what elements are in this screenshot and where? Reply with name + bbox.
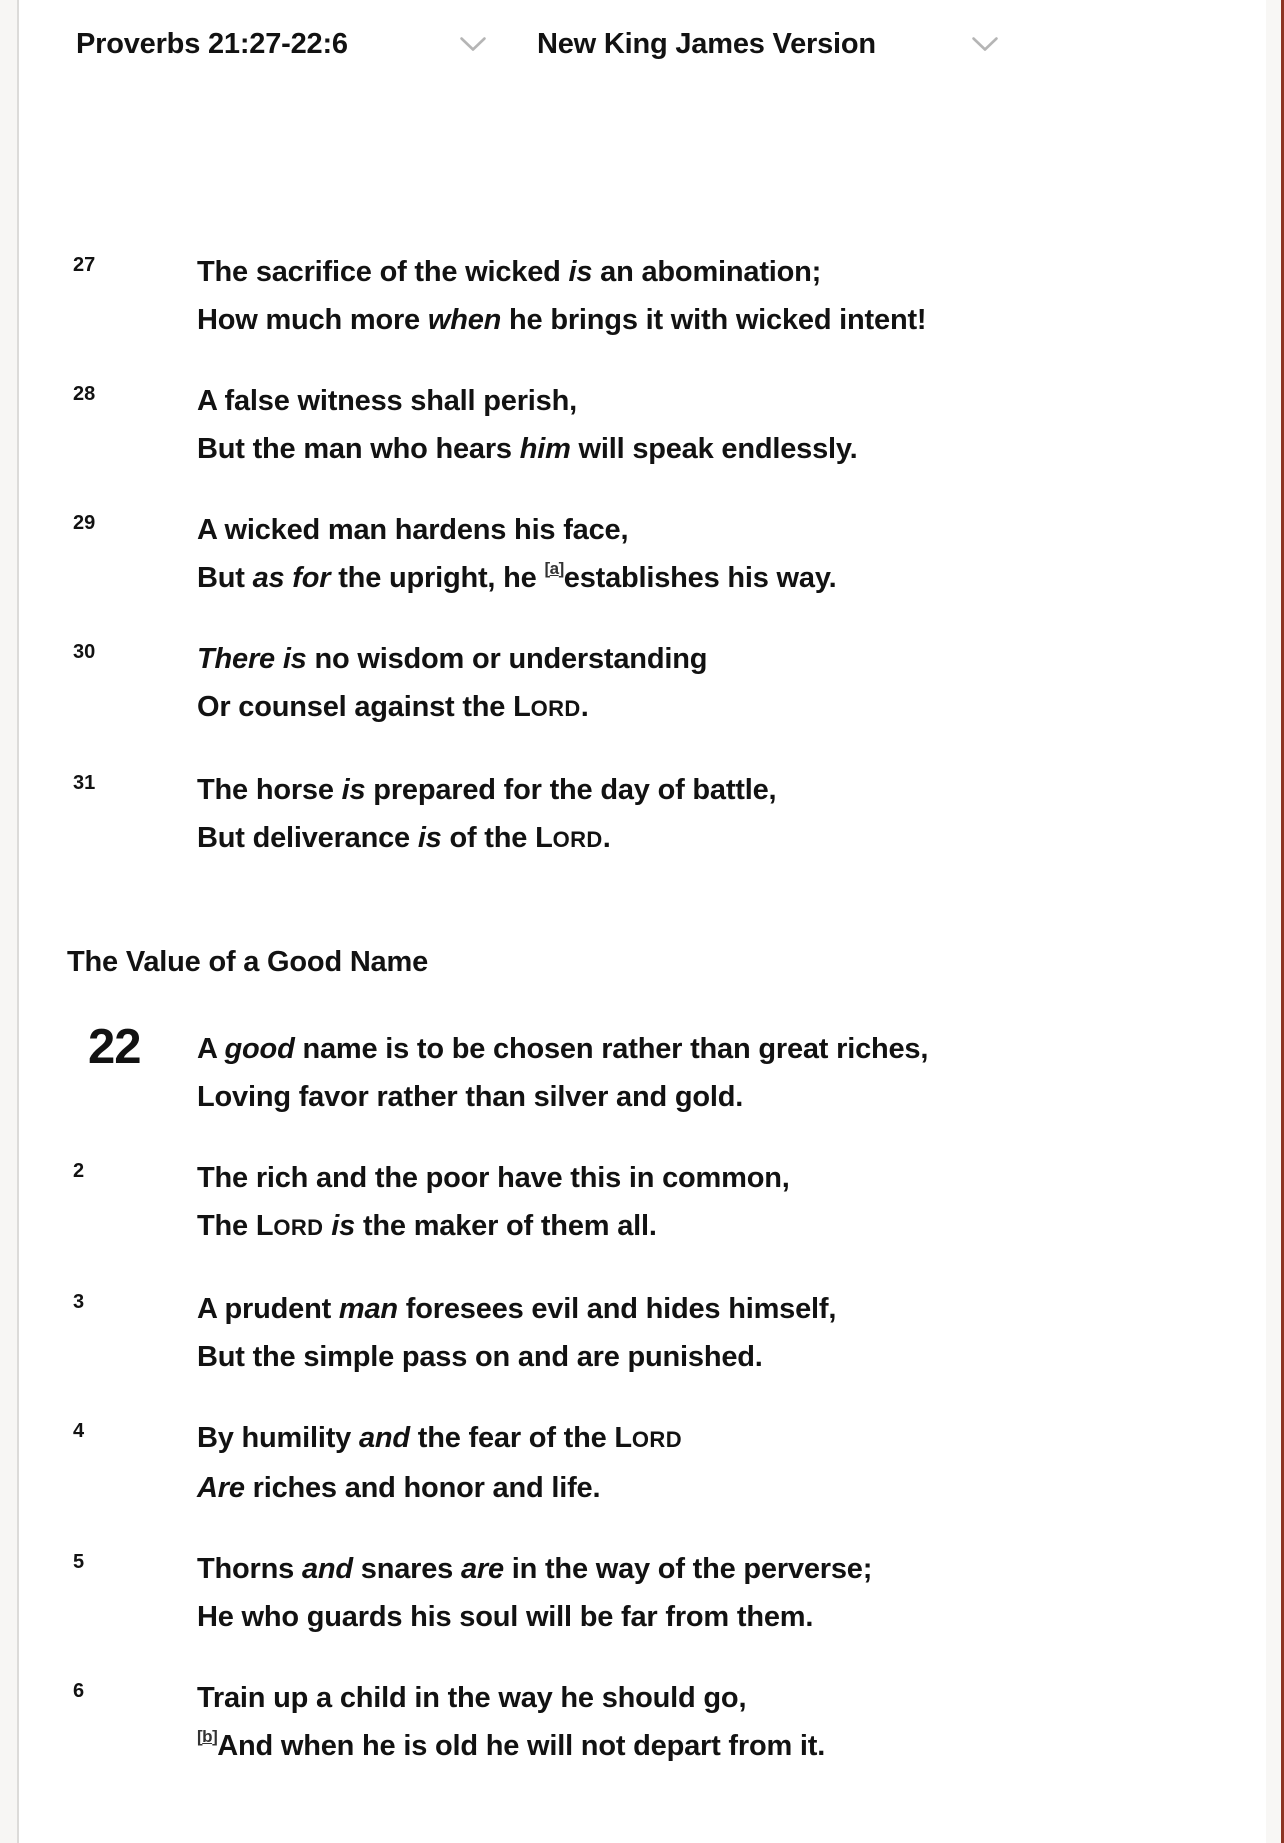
verse-number-column xyxy=(64,1285,197,1381)
verse-line xyxy=(197,1285,1214,1333)
verse-word: A prudent xyxy=(197,1293,339,1325)
verse-number: 29 xyxy=(73,512,96,534)
verse-word: an abomination; xyxy=(592,256,822,288)
passage-toolbar xyxy=(76,20,1244,68)
italic-word: and xyxy=(358,1422,410,1454)
verse-line xyxy=(197,425,1214,473)
verse-line xyxy=(197,814,1214,864)
version-name: New King James Version xyxy=(537,28,876,60)
italic-word: is xyxy=(417,822,442,854)
verse-22-1 xyxy=(64,1020,1214,1121)
verse-word: Loving favor rather than silver and gold. xyxy=(197,1081,744,1113)
verse-text xyxy=(197,1414,1214,1512)
verse-22-6 xyxy=(64,1674,1214,1770)
verse-word: By humility xyxy=(197,1422,359,1454)
verse-line xyxy=(197,1414,1214,1464)
verse-22-5 xyxy=(64,1545,1214,1641)
verse-word: A wicked man hardens his face, xyxy=(197,514,629,546)
verse-line xyxy=(197,683,1214,733)
verse-21-28 xyxy=(64,377,1214,473)
passage-body xyxy=(64,248,1214,1803)
verse-word: the upright, he xyxy=(330,562,545,594)
verse-number-column xyxy=(64,1020,197,1121)
verse-text xyxy=(197,377,1214,473)
footnote-link-b[interactable]: [b] xyxy=(197,1727,218,1747)
verse-text xyxy=(197,1285,1214,1381)
version-selector[interactable] xyxy=(537,20,999,68)
verse-word: in the way of the perverse; xyxy=(503,1553,873,1585)
verse-word: He who guards his soul will be far from them. xyxy=(197,1601,814,1633)
passage-selector[interactable] xyxy=(76,20,487,68)
verse-word: The horse xyxy=(197,774,342,806)
verse-number-column xyxy=(64,1414,197,1512)
section-heading: The Value of a Good Name xyxy=(67,946,428,978)
verse-word: will speak endlessly. xyxy=(570,433,858,465)
verse-word: snares xyxy=(352,1553,461,1585)
verse-21-31 xyxy=(64,766,1214,864)
verse-number: 30 xyxy=(73,641,96,663)
verse-text xyxy=(197,766,1214,864)
verse-number-column xyxy=(64,377,197,473)
verse-text xyxy=(197,506,1214,602)
verse-word: Or counsel against the xyxy=(197,691,514,723)
divine-name-small-caps: ORD xyxy=(530,696,581,721)
verse-word: The sacrifice of the wicked xyxy=(197,256,569,288)
italic-word: There is xyxy=(197,643,307,675)
verse-line xyxy=(197,248,1214,296)
verse-number: 27 xyxy=(73,254,96,276)
verse-21-27 xyxy=(64,248,1214,344)
verse-text xyxy=(197,1025,1214,1121)
divine-name: LORD xyxy=(255,1210,324,1242)
verse-word: How much more xyxy=(197,304,428,336)
verse-number: 31 xyxy=(73,772,96,794)
verse-number-column xyxy=(64,248,197,344)
verse-word: . xyxy=(580,691,589,723)
verse-line xyxy=(197,1464,1214,1512)
chevron-down-icon[interactable] xyxy=(459,36,487,53)
italic-word: and xyxy=(301,1553,353,1585)
divine-name-small-caps: ORD xyxy=(631,1427,683,1452)
verse-line xyxy=(197,1025,1214,1073)
verse-number-column xyxy=(64,1674,197,1770)
verse-line xyxy=(197,506,1214,554)
verse-text xyxy=(197,635,1214,733)
italic-word: is xyxy=(331,1210,356,1242)
italic-word: as for xyxy=(252,562,331,594)
verse-line xyxy=(197,1674,1214,1722)
verse-word: Thorns xyxy=(197,1553,302,1585)
divine-name: LORD xyxy=(614,1422,683,1454)
verse-word: The xyxy=(197,1210,256,1242)
verse-22-2 xyxy=(64,1154,1214,1252)
divine-name: LORD xyxy=(535,822,603,854)
verse-word: But xyxy=(197,562,253,594)
verse-text xyxy=(197,1674,1214,1770)
verse-word: A xyxy=(197,1033,225,1065)
footnote-letter: a xyxy=(549,559,559,579)
verse-word: no wisdom or understanding xyxy=(306,643,708,675)
verse-22-3 xyxy=(64,1285,1214,1381)
verse-number: 3 xyxy=(73,1291,85,1313)
verse-word: And when he is old he will not depart from it. xyxy=(217,1730,826,1762)
verse-21-29 xyxy=(64,506,1214,602)
verse-line xyxy=(197,1593,1214,1641)
verse-number-column xyxy=(64,1545,197,1641)
verse-word: But deliverance xyxy=(197,822,418,854)
verse-word: name is to be chosen rather than great riches, xyxy=(294,1033,929,1065)
italic-word: Are xyxy=(197,1472,245,1504)
verse-number-column xyxy=(64,766,197,864)
verse-line xyxy=(197,1073,1214,1121)
verse-number: 28 xyxy=(73,383,96,405)
chevron-down-icon[interactable] xyxy=(971,36,999,53)
italic-word: him xyxy=(519,433,571,465)
verse-word: riches and honor and life. xyxy=(244,1472,601,1504)
verse-number: 5 xyxy=(73,1551,85,1573)
italic-word: when xyxy=(427,304,502,336)
italic-word: good xyxy=(224,1033,295,1065)
verse-word: prepared for the day of battle, xyxy=(365,774,777,806)
verse-word: Train up a child in the way he should go, xyxy=(197,1682,747,1714)
verse-line xyxy=(197,296,1214,344)
verse-21-30 xyxy=(64,635,1214,733)
verse-word: The rich and the poor have this in common, xyxy=(197,1162,790,1194)
verse-number: 2 xyxy=(73,1160,85,1182)
verse-word: But the simple pass on and are punished. xyxy=(197,1341,763,1373)
verse-line xyxy=(197,1154,1214,1202)
verse-number-column xyxy=(64,506,197,602)
verse-line xyxy=(197,554,1214,602)
verse-word: A false witness shall perish, xyxy=(197,385,577,417)
verse-text xyxy=(197,1545,1214,1641)
verse-word: foresees evil and hides himself, xyxy=(397,1293,837,1325)
verse-word: the fear of the xyxy=(409,1422,615,1454)
verse-word: establishes his way. xyxy=(563,562,837,594)
verse-number: 6 xyxy=(73,1680,85,1702)
left-margin-rail xyxy=(0,0,19,1843)
right-margin-rail xyxy=(1266,0,1284,1843)
passage-reference: Proverbs 21:27-22:6 xyxy=(76,28,348,60)
verse-word: the maker of them all. xyxy=(355,1210,657,1242)
verse-line xyxy=(197,635,1214,683)
verse-number-column xyxy=(64,635,197,733)
verse-number-column xyxy=(64,1154,197,1252)
italic-word: man xyxy=(338,1293,398,1325)
italic-word: are xyxy=(460,1553,504,1585)
italic-word: is xyxy=(568,256,593,288)
verse-line xyxy=(197,377,1214,425)
verse-text xyxy=(197,248,1214,344)
footnote-link-a[interactable]: [a] xyxy=(544,559,564,579)
verse-word: he brings it with wicked intent! xyxy=(501,304,927,336)
divine-name-small-caps: ORD xyxy=(273,1215,324,1240)
verse-word: But the man who hears xyxy=(197,433,520,465)
chapter-number: 22 xyxy=(88,1020,141,1074)
verse-number: 4 xyxy=(73,1420,85,1442)
verse-line xyxy=(197,1545,1214,1593)
verse-text xyxy=(197,1154,1214,1252)
verse-line xyxy=(197,1202,1214,1252)
footnote-letter: b xyxy=(202,1727,213,1747)
verse-line xyxy=(197,766,1214,814)
verse-word: of the xyxy=(441,822,536,854)
verse-22-4 xyxy=(64,1414,1214,1512)
verse-line xyxy=(197,1722,1214,1770)
verse-word: . xyxy=(602,822,611,854)
verse-line xyxy=(197,1333,1214,1381)
divine-name: LORD xyxy=(513,691,581,723)
divine-name-small-caps: ORD xyxy=(552,827,603,852)
italic-word: is xyxy=(341,774,366,806)
